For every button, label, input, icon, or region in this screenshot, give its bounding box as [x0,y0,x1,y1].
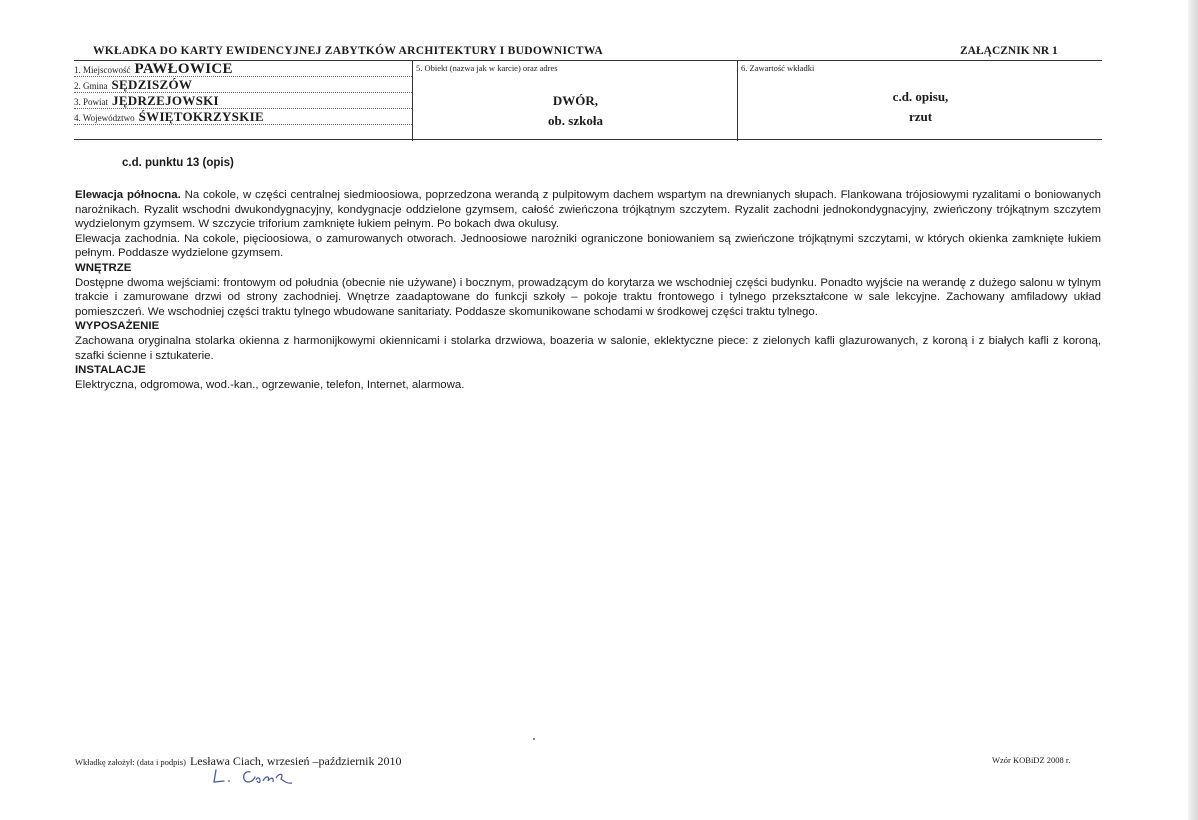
annex-number: ZAŁĄCZNIK NR 1 [960,45,1058,57]
equipment-paragraph: Zachowana oryginalna stolarka okienna z harmonijkowymi okiennicami i stolarka drzwiowa, boazeria w salonie, eklektyczne piece: z zielonych kafli glazurowanych, z koroną i z białych kafli z koroną, szafki ścienne i sztukaterie. [75,334,1101,362]
section-title: c.d. punktu 13 (opis) [122,157,234,169]
content-line-1: c.d. opisu, [892,89,949,104]
field-commune [74,77,412,93]
object-name [414,91,737,131]
field-label: 3. Powiat [74,97,109,107]
handwritten-signature [210,764,310,790]
west-elevation-paragraph: Elewacja zachodnia. Na cokole, pięcioosiowa, o zamurowanych otworach. Jednoosiowe narożniki ograniczone boniowaniem są zwieńczone trójkątnymi szczytami, w których okienka zamknięte łukiem pełnym. Poddasze wydzielone gzymsem. [75,232,1101,260]
column-divider [412,61,413,141]
field-value: SĘDZISZÓW [111,77,193,92]
field-value: JĘDRZEJOWSKI [112,93,219,108]
content-value [739,87,1102,127]
equipment-heading: WYPOSAŻENIE [75,320,160,333]
author-label: Wkładkę założył: (data i podpis) [75,757,186,767]
field-county [74,93,412,109]
interior-heading: WNĘTRZE [75,261,132,274]
object-line-1: DWÓR, [552,93,599,108]
north-elevation-heading: Elewacja północna. [75,189,181,201]
field-label: 1. Miejscowość [74,65,131,75]
field-value: ŚWIĘTOKRZYSKIE [138,109,264,124]
author-value: Lesława Ciach, wrzesień –październik 2010 [189,754,402,768]
scan-speck [533,738,535,740]
card-title: WKŁADKA DO KARTY EWIDENCYJNEJ ZABYTKÓW ARCHITEKTURY I BUDOWNICTWA [93,45,603,57]
object-line-2: ob. szkoła [548,113,603,128]
field-label: 2. Gmina [74,81,108,91]
installations-heading: INSTALACJE [75,364,146,377]
field-locality [74,61,412,77]
north-elevation-text: Na cokole, w części centralnej siedmioosiowa, poprzedzona werandą z pulpitowym dachem wspartym na drewnianych słupach. Flankowana trójosiowymi ryzalitami o boniowanych narożnikach. Ryzalit wschodni dwukondygnacyjny, kondygnacje oddzielone gzymsem, całość zwieńczona trójkątnym szczytem. Ryzalit zachodni jednokondygnacyjny, zwieńczony trójkątnym szczytem wydzielonym gzymsem. W szczycie triforium zamknięte łukiem pełnym. Po bokach dwa okulusy. [75,189,1101,231]
north-elevation-paragraph [75,188,1101,232]
installations-paragraph: Elektryczna, odgromowa, wod.-kan., ogrzewanie, telefon, Internet, alarmowa. [75,378,465,391]
scan-edge [1188,0,1198,820]
content-line-2: rzut [908,109,933,124]
field-label: 4. Województwo [74,113,135,123]
interior-paragraph: Dostępne dwoma wejściami: frontowym od południa (obecnie nie używane) i bocznym, prowadzącym do korytarza we wschodniej części budynku. Ponadto wyjście na werandę z dużego salonu w tylnym trakcie i zamurowane drzwi od strony zachodniej. Wnętrze zaadaptowane do funkcji szkoły – pokoje traktu frontowego i tylnego przekształcone w sale lekcyjne. Zachowany amfiladowy układ pomieszczeń. We wschodniej części traktu tylnego wbudowane sanitariaty. Poddasze skomunikowane schodami w środkowej części traktu tylnego. [75,276,1101,318]
description-body [75,188,1101,392]
object-label: 5. Obiekt (nazwa jak w karcie) oraz adres [416,63,558,73]
field-voivodeship [74,109,412,125]
template-version: Wzór KOBiDZ 2008 r. [992,755,1071,765]
field-value: PAWŁOWICE [134,61,233,77]
header-form [74,60,1102,140]
content-label: 6. Zawartość wkładki [741,63,815,73]
column-divider [737,61,738,141]
